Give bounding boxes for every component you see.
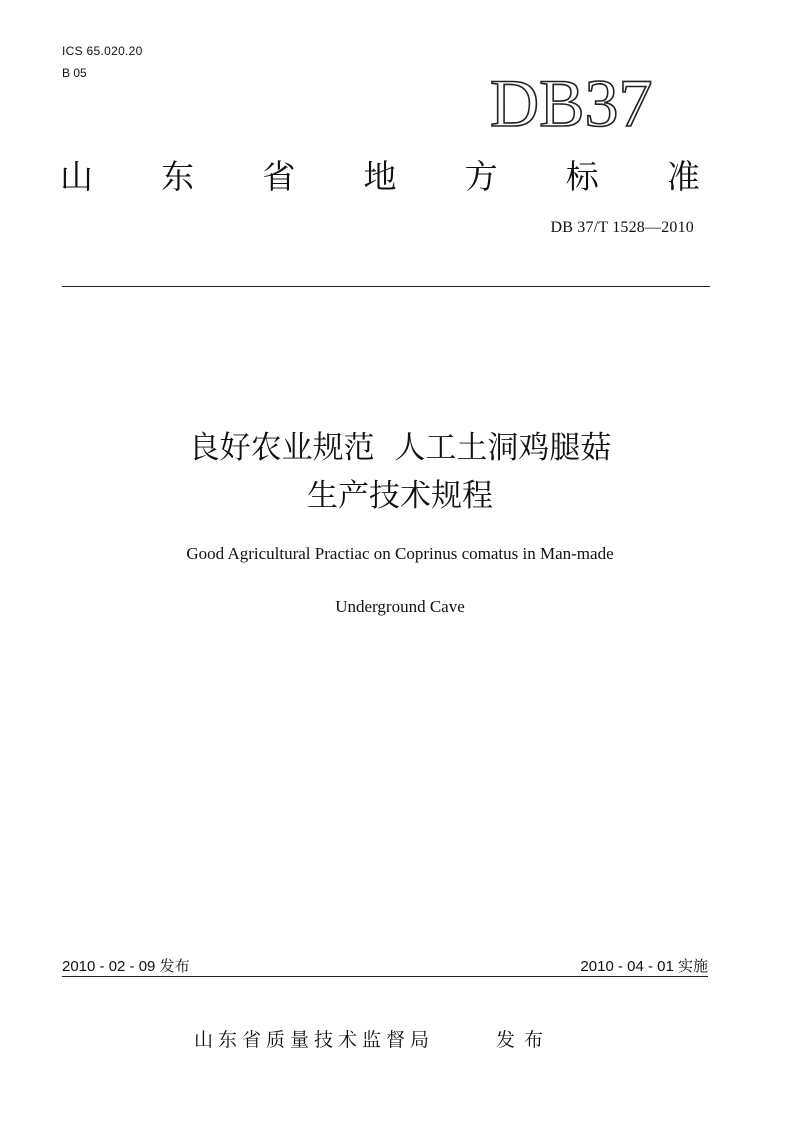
ics-code: ICS 65.020.20 bbox=[62, 44, 143, 58]
standard-type-char: 东 bbox=[161, 157, 195, 196]
standard-type-char: 地 bbox=[363, 157, 397, 196]
title-chinese-line1: 良好农业规范 人工土洞鸡腿菇 bbox=[188, 430, 612, 466]
title-chinese-line2: 生产技术规程 bbox=[307, 478, 493, 514]
publish-date: 2010 - 02 - 09 发布 bbox=[62, 958, 190, 975]
header-divider bbox=[62, 286, 710, 287]
title-english-line1: Good Agricultural Practiac on Coprinus comatus in Man-made bbox=[186, 544, 614, 563]
classification-code: B 05 bbox=[62, 66, 87, 80]
standard-type-char: 方 bbox=[464, 157, 498, 196]
title-english-line2: Underground Cave bbox=[335, 597, 465, 616]
logo-text: DB37 bbox=[490, 70, 653, 134]
footer-divider bbox=[62, 976, 708, 977]
standard-type-char: 省 bbox=[262, 157, 296, 196]
issue-verb: 发布 bbox=[496, 1029, 553, 1051]
standard-type-char: 标 bbox=[565, 157, 599, 196]
implement-date: 2010 - 04 - 01 实施 bbox=[580, 958, 708, 975]
standard-number: DB 37/T 1528—2010 bbox=[550, 219, 694, 236]
standard-type-heading bbox=[60, 154, 700, 200]
issuing-authority: 山东省质量技术监督局 bbox=[194, 1029, 435, 1051]
db37-logo bbox=[488, 70, 698, 134]
standard-type-char: 准 bbox=[666, 157, 700, 196]
standard-type-char: 山 bbox=[60, 157, 93, 196]
